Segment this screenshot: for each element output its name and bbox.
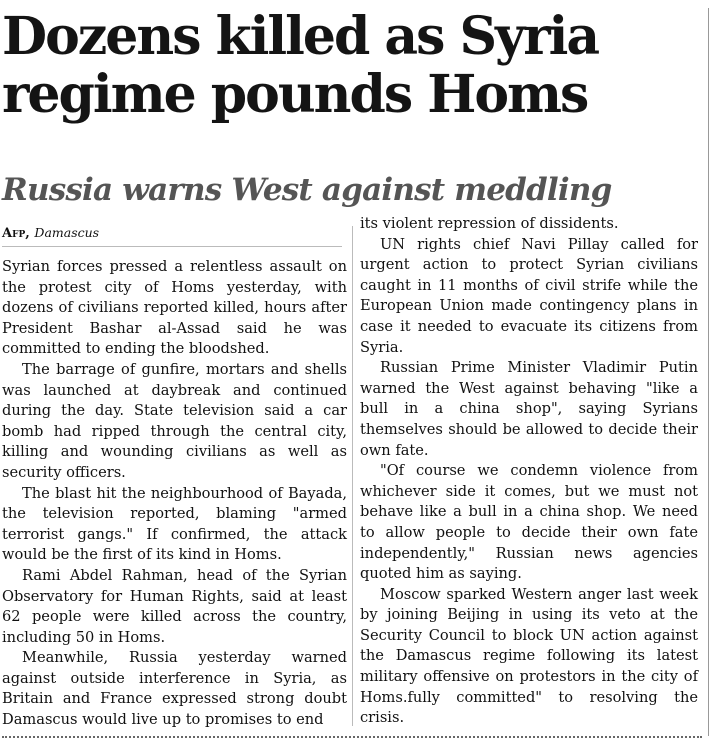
article-column-left <box>2 224 347 731</box>
bottom-dotted-rule <box>2 736 702 738</box>
paragraph: Meanwhile, Russia yesterday warned against outside interference in Syria, as Britain and France expressed strong doubt Damascus would live up to promises to end <box>2 649 347 729</box>
subheadline: Russia warns West against meddling <box>2 172 612 208</box>
paragraph: Syrian forces pressed a relentless assault on the protest city of Homs yesterday, with dozens of civilians reported killed, hours after President Bashar al-Assad said he was committed to ending the bloodshed. <box>2 258 347 358</box>
headline: Dozens killed as Syria regime pounds Homs <box>2 6 599 125</box>
paragraph-continuation: its violent repression of dissidents. <box>360 215 619 232</box>
byline <box>2 224 347 243</box>
column-border-right <box>708 8 709 736</box>
paragraph: Rami Abdel Rahman, head of the Syrian Observatory for Human Rights, said at least 62 people were killed across the country, including 50 in Homs. <box>2 566 347 646</box>
paragraph: Moscow sparked Western anger last week by joining Beijing in using its veto at the Security Council to block UN action against the Damascus regime following its latest military offensive on protestors in the city of Homs.fully committed" to resolving the crisis. <box>360 585 698 727</box>
byline-agency: Afp, <box>2 226 30 241</box>
paragraph: The blast hit the neighbourhood of Bayada, the television reported, blaming "armed terrorist gangs." If confirmed, the attack would be the first of its kind in Homs. <box>2 484 347 564</box>
paragraph: The barrage of gunfire, mortars and shells was launched at daybreak and continued during the day. State television said a car bomb had ripped through the central city, killing and wounding civilians as well as security officers. <box>2 360 347 481</box>
paragraph: Russian Prime Minister Vladimir Putin warned the West against behaving "like a bull in a china shop", saying Syrians themselves should be allowed to decide their own fate. <box>360 359 698 459</box>
paragraph: "Of course we condemn violence from whichever side it comes, but we must not behave like a bull in a china shop. We need to allow people to decide their own fate independently," Russian news agencies quoted him as saying. <box>360 462 698 583</box>
paragraph: UN rights chief Navi Pillay called for urgent action to protect Syrian civilians caught in 11 months of civil strife while the European Union made contingency plans in case it needed to evacuate its citizens from Syria. <box>360 235 698 356</box>
article-column-right <box>360 214 698 729</box>
column-divider <box>352 226 353 726</box>
byline-location: Damascus <box>34 225 100 240</box>
